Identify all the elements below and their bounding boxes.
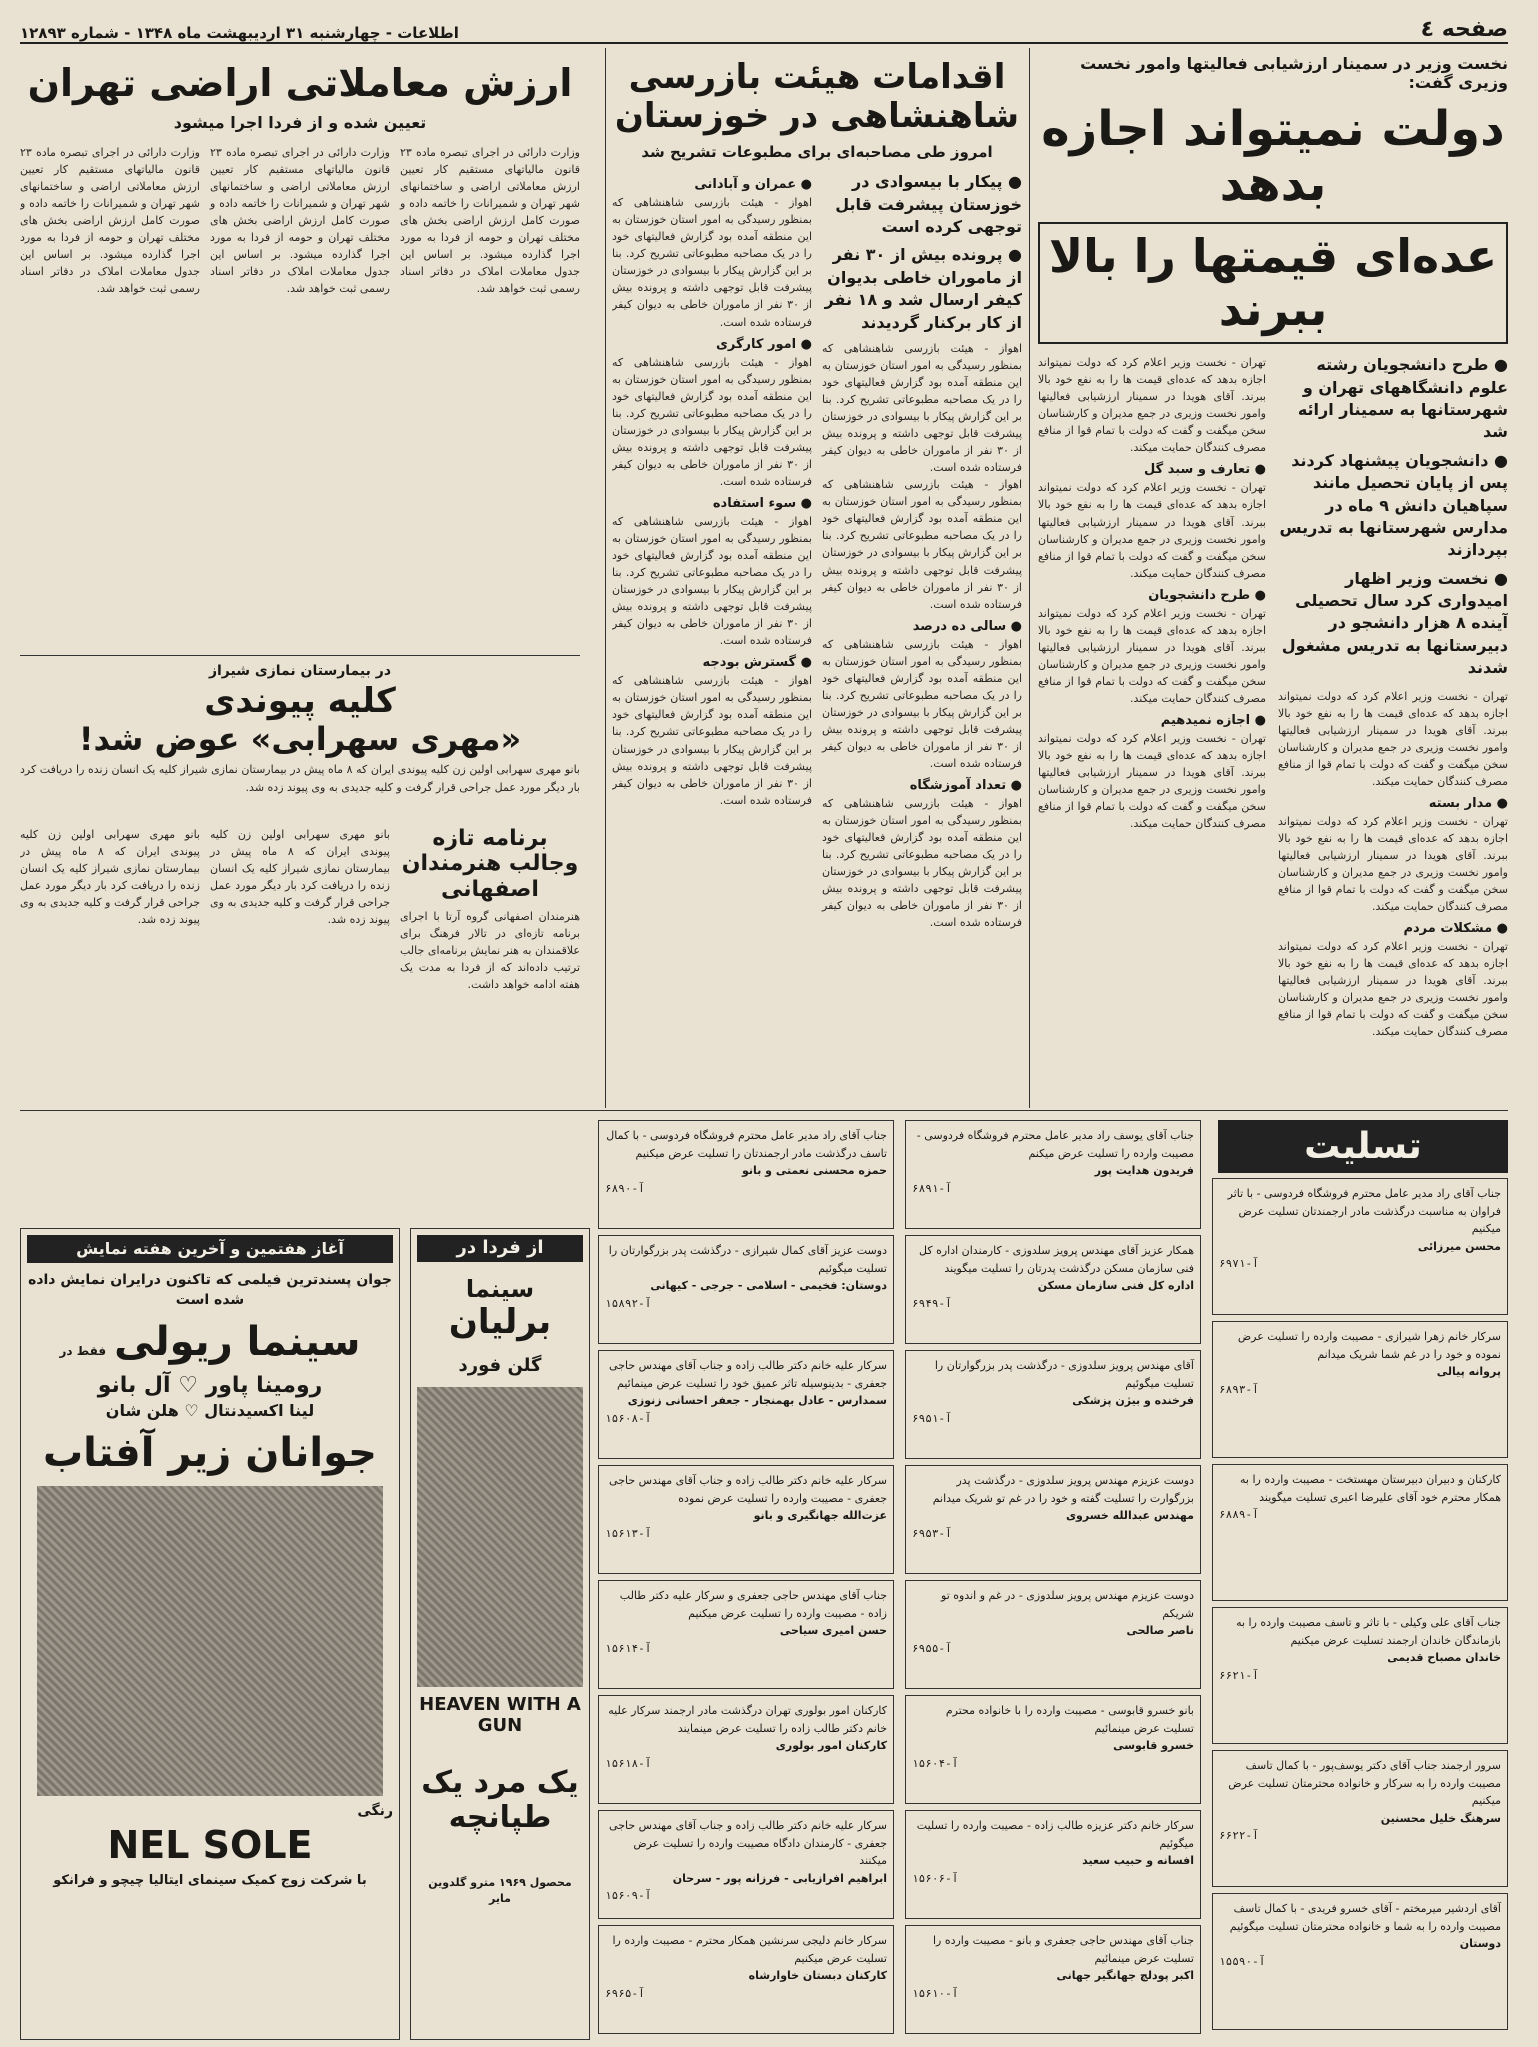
condolence-signer: حسن امیری سیاحی [779, 1624, 887, 1638]
clinic-body-2: بانو مهری سهرابی اولین زن کلیه پیوندی ایران که ۸ ماه پیش در بیمارستان نمازی شیراز کلیه یک انسان زنده را دریافت کرد بار دیگر مورد عمل جراحی قرار گرفت و کلیه جدیدی به وی پیوند زده شد. [210, 828, 390, 927]
condolence-notice [598, 1350, 894, 1459]
condolence-notice [905, 1235, 1201, 1344]
condolence-text: سرکار علیه خانم دکتر طالب زاده و جناب آقای مهندس حاجی جعفری - کارمندان دادگاه مصیبت وارده را تسلیت عرض میکنند [609, 1819, 887, 1868]
lead-body-2: تهران - نخست وزیر اعلام کرد که دولت نمیتواند اجازه بدهد که عده‌ای قیمت ها را به نفع خود بالا ببرند. آقای هویدا در سمینار ارزشیابی فعالیتها وامور نخست وزیری در جمع مدیران و کارشناسان سخن میگفت و گفت که دولت با تمام قوا از منافع مصرف کنندگان حمایت میکند. [1278, 814, 1508, 914]
condolence-text: کارکنان امور بولوری تهران درگذشت مادر ارجمند سرکار علیه خانم دکتر طالب زاده را تسلیت عرض مینمایند [608, 1704, 887, 1735]
cinema-brilliant-ad [410, 1228, 590, 2040]
cinema-only-in: فقط در [59, 1343, 107, 1358]
condolence-signer: افسانه و حبیب سعید [1082, 1854, 1194, 1868]
condolence-signer: دوستان [1459, 1937, 1501, 1951]
condolence-text: جناب آقای راد مدیر عامل محترم فروشگاه فردوسی - با کمال تاسف درگذشت مادر ارجمندتان را تسلیت عرض میکنیم [606, 1129, 887, 1160]
land-deck: تعیین شده و از فردا اجرا میشود [173, 112, 427, 132]
condolence-text: سرکار خانم زهرا شیرازی - مصیبت وارده را تسلیت عرض نموده و خود را در غم شما شریک میدانم [1237, 1330, 1501, 1361]
lead-body-4: تهران - نخست وزیر اعلام کرد که دولت نمیتواند اجازه بدهد که عده‌ای قیمت ها را به نفع خود بالا ببرند. آقای هویدا در سمینار ارزشیابی فعالیتها وامور نخست وزیری در جمع مدیران و کارشناسان سخن میگفت و گفت که دولت با تمام قوا از منافع مصرف کنندگان حمایت میکند. [1038, 356, 1266, 455]
lead-kicker: نخست وزیر در سمینار ارزشیابی فعالیتها وامور نخست وزیری گفت: [1080, 54, 1508, 92]
inspection-subhead-2: ● امور کارگری [715, 336, 812, 352]
inspection-body-5: اهواز - هیئت بازرسی شاهنشاهی که بمنظور رسیدگی به امور استان خوزستان به این منطقه آمده بود گزارش فعالیتهای خود را در یک مصاحبه مطبوعاتی تشریح کرد. بنا بر این گزارش پیکار با بیسوادی در خوزستان پیشرفت قابل توجهی داشته و پرونده بیش از ۳۰ نفر از ماموران خاطی به دیوان کیفر فرستاده شده است. [612, 196, 812, 329]
inspection-body-7: اهواز - هیئت بازرسی شاهنشاهی که بمنظور رسیدگی به امور استان خوزستان به این منطقه آمده بود گزارش فعالیتهای خود را در یک مصاحبه مطبوعاتی تشریح کرد. بنا بر این گزارش پیکار با بیسوادی در خوزستان پیشرفت قابل توجهی داشته و پرونده بیش از ۳۰ نفر از ماموران خاطی به دیوان کیفر فرستاده شده است. [612, 514, 812, 648]
condolence-text: دوست عزیزم مهندس پرویز سلدوزی - درگذشت پدر بزرگوارت را تسلیت گفته و خود را در غم تو شریک میدانم [932, 1474, 1194, 1505]
gun-footer: محصول ۱۹۶۹ مترو گلدوین مایر [428, 1876, 572, 1905]
artist-article [20, 826, 580, 1226]
lead-point-2: ● دانشجویان پیشنهاد کردند پس از پایان تحصیل مانند سپاهیان دانش ۹ ماه در مدارس شهرستانها به تدریس بپردازند [1279, 450, 1508, 560]
inspection-body-4: اهواز - هیئت بازرسی شاهنشاهی که بمنظور رسیدگی به امور استان خوزستان به این منطقه آمده بود گزارش فعالیتهای خود را در یک مصاحبه مطبوعاتی تشریح کرد. بنا بر این گزارش پیکار با بیسوادی در خوزستان پیشرفت قابل توجهی داشته و پرونده بیش از ۳۰ نفر از ماموران خاطی به دیوان کیفر فرستاده شده است. [822, 797, 1022, 930]
inspection-subhead-6: ● گسترش بودجه [702, 655, 812, 671]
condolence-notice [1212, 1321, 1508, 1458]
inspection-article [612, 48, 1022, 1108]
lead-point-1: ● طرح دانشجویان رشته علوم دانشگاههای تهران و شهرستانها به سمینار ارائه شد [1297, 355, 1508, 442]
condolence-signer: خسرو قابوسی [1113, 1739, 1194, 1753]
clinic-article [20, 662, 580, 822]
lead-subhead-2: ● طرح دانشجویان [1148, 587, 1266, 603]
cinema-venue: سینما ریولی [114, 1318, 361, 1365]
condolence-signer: حمزه محسنی نعمتی و بانو [742, 1164, 887, 1178]
condolence-notice [1212, 1893, 1508, 2030]
artist-headline: برنامه تازه وجالب هنرمندان اصفهانی [401, 826, 579, 902]
condolence-text: دوست عزیز آقای کمال شیرازی - درگذشت پدر بزرگوارتان را تسلیت میگوئیم [608, 1244, 887, 1275]
land-body-1: وزارت دارائی در اجرای تبصره ماده ۲۳ قانون مالیاتهای مستقیم کار تعیین ارزش معاملاتی اراضی و ساختمانهای شهر تهران و شمیرانات را خاتمه داده و صورت کامل ارزش اراضی بخش های مختلف تهران و حومه از فردا به مورد اجرا گذارده میشود. بر اساس این جدول معاملات املاک در دفاتر اسناد رسمی ثبت خواهد شد. [400, 146, 580, 296]
inspection-bullet-1: ● پیکار با بیسوادی در خوزستان پیشرفت قابل توجهی کرده است [835, 172, 1022, 236]
condolence-notice [905, 1465, 1201, 1574]
condolence-notice [905, 1810, 1201, 1919]
condolence-signer: پروانه پیالی [1436, 1365, 1501, 1379]
condolence-signer: اکبر پودلچ جهانگیر جهانی [1056, 1969, 1194, 1983]
condolence-text: سرکار خانم دلیجی سرنشین همکار محترم - مصیبت وارده را تسلیت عرض میکنیم [612, 1934, 887, 1965]
condolence-notice [905, 1695, 1201, 1804]
inspection-body-8: اهواز - هیئت بازرسی شاهنشاهی که بمنظور رسیدگی به امور استان خوزستان به این منطقه آمده بود گزارش فعالیتهای خود را در یک مصاحبه مطبوعاتی تشریح کرد. بنا بر این گزارش پیکار با بیسوادی در خوزستان پیشرفت قابل توجهی داشته و پرونده بیش از ۳۰ نفر از ماموران خاطی به دیوان کیفر فرستاده شده است. [612, 674, 812, 807]
condolence-notice [905, 1925, 1201, 2034]
condolence-text: جناب آقای راد مدیر عامل محترم فروشگاه فردوسی - با تاثر فراوان به مناسبت درگذشت مادر ارجمندتان تسلیت عرض میکنیم [1227, 1187, 1501, 1236]
gun-poster-photo [417, 1387, 583, 1687]
inspection-body-1: اهواز - هیئت بازرسی شاهنشاهی که بمنظور رسیدگی به امور استان خوزستان به این منطقه آمده بود گزارش فعالیتهای خود را در یک مصاحبه مطبوعاتی تشریح کرد. بنا بر این گزارش پیکار با بیسوادی در خوزستان پیشرفت قابل توجهی داشته و پرونده بیش از ۳۰ نفر از ماموران خاطی به دیوان کیفر فرستاده شده است. [822, 341, 1022, 475]
gun-cinema-name: برلیان [448, 1302, 552, 1343]
section-rule [20, 655, 580, 656]
inspection-body-2: اهواز - هیئت بازرسی شاهنشاهی که بمنظور رسیدگی به امور استان خوزستان به این منطقه آمده بود گزارش فعالیتهای خود را در یک مصاحبه مطبوعاتی تشریح کرد. بنا بر این گزارش پیکار با بیسوادی در خوزستان پیشرفت قابل توجهی داشته و پرونده بیش از ۳۰ نفر از ماموران خاطی به دیوان کیفر فرستاده شده است. [822, 478, 1022, 611]
condolence-signer: ناصر صالحی [1126, 1624, 1194, 1638]
land-article [20, 48, 580, 648]
cinema-banner: آغاز هفتمین و آخرین هفته نمایش [27, 1235, 393, 1263]
cinema-title: جوانان زیر آفتاب [42, 1430, 378, 1477]
land-body-2: وزارت دارائی در اجرای تبصره ماده ۲۳ قانون مالیاتهای مستقیم کار تعیین ارزش معاملاتی اراضی و ساختمانهای شهر تهران و شمیرانات را خاتمه داده و صورت کامل ارزش اراضی بخش های مختلف تهران و حومه از فردا به مورد اجرا گذارده میشود. بر اساس این جدول معاملات املاک در دفاتر اسناد رسمی ثبت خواهد شد. [210, 146, 390, 296]
condolence-notice [1212, 1464, 1508, 1601]
condolence-signer: کارکنان امور بولوری [775, 1739, 887, 1753]
condolence-notice [1212, 1607, 1508, 1744]
inspection-body-6: اهواز - هیئت بازرسی شاهنشاهی که بمنظور رسیدگی به امور استان خوزستان به این منطقه آمده بود گزارش فعالیتهای خود را در یک مصاحبه مطبوعاتی تشریح کرد. بنا بر این گزارش پیکار با بیسوادی در خوزستان پیشرفت قابل توجهی داشته و پرونده بیش از ۳۰ نفر از ماموران خاطی به دیوان کیفر فرستاده شده است. [612, 355, 812, 488]
condolence-signer: فریدون هدایت پور [1094, 1164, 1194, 1178]
artist-body: هنرمندان اصفهانی گروه آرتا با اجرای برنامه تازه‌ای در تالار فرهنگ برای علاقمندان به هنر نمایش برنامه‌ای جالب ترتیب داده‌اند که از فردا به مدت یک هفته ادامه خواهد داشت. [400, 909, 580, 992]
inspection-subhead-5: ● سوء استفاده [712, 495, 812, 511]
cinema-tagline: جوان پسندترین فیلمی که تاکنون درایران نمایش داده شده است [28, 1272, 392, 1308]
cinema-poster-photo [37, 1486, 383, 1796]
cinema-extra: لینا اکسیدنتال ♡ هلن شان [105, 1400, 315, 1420]
inspection-bullet-2: ● پرونده بیش از ۳۰ نفر از ماموران خاطی بدیوان کیفر ارسال شد و ۱۸ نفر از کار برکنار گردیدند [824, 245, 1022, 332]
condolence-notice [905, 1120, 1201, 1229]
inspection-subhead-4: ● تعداد آموزشگاه [909, 778, 1022, 794]
condolence-text: سرکار علیه خانم دکتر طالب زاده و جناب آقای مهندس حاجی جعفری - بدینوسیله تاثر عمیق خود را تسلیت عرض مینمائیم [609, 1359, 887, 1390]
condolence-code: آ-۱۵۶۱۴ [605, 1641, 652, 1655]
gun-from: از فردا در [417, 1235, 583, 1262]
condolence-signer: سمدارس - عادل بهمنجار - جعفر احسانی زنوزی [627, 1394, 887, 1408]
condolence-notice [1212, 1750, 1508, 1887]
lead-subhead-3: ● مدار بسته [1428, 795, 1508, 811]
condolence-notice [905, 1350, 1201, 1459]
condolence-signer: خاندان مصباح قدیمی [1387, 1651, 1501, 1665]
condolence-code: آ-۱۵۶۰۸ [605, 1411, 652, 1425]
clinic-body: بانو مهری سهرابی اولین زن کلیه پیوندی ایران که ۸ ماه پیش در بیمارستان نمازی شیراز کلیه یک انسان زنده را دریافت کرد بار دیگر مورد عمل جراحی قرار گرفت و کلیه جدیدی به وی پیوند زده شد. [20, 763, 580, 794]
condolence-signer: مهندس عبدالله خسروی [1065, 1509, 1194, 1523]
condolence-text: سرور ارجمند جناب آقای دکتر یوسف‌پور - با کمال تاسف مصیبت وارده را به سرکار و خانواده محترمتان تسلیت عرض میکنیم [1228, 1759, 1501, 1808]
condolence-text: همکار عزیز آقای مهندس پرویز سلدوزی - کارمندان اداره کل فنی سازمان مسکن درگذشت پدرتان را تسلیت میگویند [919, 1244, 1194, 1275]
condolence-text: جناب آقای مهندس حاجی جعفری و سرکار علیه دکتر طالب زاده - مصیبت وارده را تسلیت عرض میکنیم [619, 1589, 887, 1620]
lead-body-1: تهران - نخست وزیر اعلام کرد که دولت نمیتواند اجازه بدهد که عده‌ای قیمت ها را به نفع خود بالا ببرند. آقای هویدا در سمینار ارزشیابی فعالیتها وامور نخست وزیری در جمع مدیران و کارشناسان سخن میگفت و گفت که دولت با تمام قوا از منافع مصرف کنندگان حمایت میکند. [1278, 689, 1508, 788]
condolence-signer: سرهنگ خلیل محسنین [1380, 1811, 1501, 1825]
condolence-signer: دوستان: فخیمی - اسلامی - جرجی - کیهانی [650, 1279, 887, 1293]
lead-headline-2: عده‌ای قیمتها را بالا ببرند [1038, 222, 1508, 344]
condolence-notice [598, 1810, 894, 1919]
land-body-3: وزارت دارائی در اجرای تبصره ماده ۲۳ قانون مالیاتهای مستقیم کار تعیین ارزش معاملاتی اراضی و ساختمانهای شهر تهران و شمیرانات را خاتمه داده و صورت کامل ارزش اراضی بخش های مختلف تهران و حومه از فردا به مورد اجرا گذارده میشود. بر اساس این جدول معاملات املاک در دفاتر اسناد رسمی ثبت خواهد شد. [20, 146, 200, 296]
clinic-body-3: بانو مهری سهرابی اولین زن کلیه پیوندی ایران که ۸ ماه پیش در بیمارستان نمازی شیراز کلیه یک انسان زنده را دریافت کرد بار دیگر مورد عمل جراحی قرار گرفت و کلیه جدیدی به وی پیوند زده شد. [20, 828, 200, 927]
clinic-headline-1: کلیه پیوندی [204, 680, 396, 721]
clinic-headline-2: «مهری سهرابی» عوض شد! [78, 719, 522, 758]
condolence-signer: محسن میرزائی [1417, 1239, 1501, 1253]
condolence-code: آ-۶۶۲۲ [1219, 1829, 1259, 1843]
cinema-rivoli-ad [20, 1228, 400, 2040]
condolence-code: آ-۶۹۵۳ [912, 1526, 952, 1540]
condolence-notice [598, 1235, 894, 1344]
column-rule [605, 48, 606, 1108]
lead-subhead-1: ● تعارف و سبد گل [1144, 462, 1266, 478]
inspection-headline: اقدامات هیئت بازرسی شاهنشاهی در خوزستان [614, 57, 1020, 137]
inspection-body-3: اهواز - هیئت بازرسی شاهنشاهی که بمنظور رسیدگی به امور استان خوزستان به این منطقه آمده بود گزارش فعالیتهای خود را در یک مصاحبه مطبوعاتی تشریح کرد. بنا بر این گزارش پیکار با بیسوادی در خوزستان پیشرفت قابل توجهی داشته و پرونده بیش از ۳۰ نفر از ماموران خاطی به دیوان کیفر فرستاده شده است. [822, 637, 1022, 770]
condolence-text: دوست عزیزم مهندس پرویز سلدوزی - در غم و اندوه تو شریکم [941, 1589, 1194, 1620]
condolence-notice [598, 1120, 894, 1229]
condolence-code: آ-۶۶۲۱ [1219, 1668, 1259, 1682]
condolence-code: آ-۱۵۶۰۴ [912, 1756, 959, 1770]
lead-body-6: تهران - نخست وزیر اعلام کرد که دولت نمیتواند اجازه بدهد که عده‌ای قیمت ها را به نفع خود بالا ببرند. آقای هویدا در سمینار ارزشیابی فعالیتها وامور نخست وزیری در جمع مدیران و کارشناسان سخن میگفت و گفت که دولت با تمام قوا از منافع مصرف کنندگان حمایت میکند. [1038, 606, 1266, 705]
condolence-code: آ-۶۸۸۹ [1219, 1508, 1259, 1522]
condolence-code: آ-۶۹۴۹ [912, 1296, 952, 1310]
condolence-code: آ-۱۵۵۹۰ [1219, 1954, 1266, 1968]
gun-persian-title: یک مرد یک طپانچه [421, 1765, 579, 1835]
condolence-code: آ-۶۸۹۱ [912, 1181, 952, 1195]
inspection-deck: امروز طی مصاحبه‌ای برای مطبوعات تشریح شد [641, 143, 993, 162]
gun-cinema-label: سینما [465, 1274, 535, 1303]
condolence-signer: فرخنده و بیژن پزشکی [1072, 1394, 1194, 1408]
gun-star: گلن فورد [458, 1355, 542, 1377]
lead-headline-1: دولت نمیتواند اجازه بدهد [1041, 101, 1505, 213]
condolence-code: آ-۱۵۶۱۰ [912, 1986, 959, 2000]
clinic-label: در بیمارستان نمازی شیراز [208, 663, 392, 679]
issue-line: اطلاعات - چهارشنبه ۳۱ اردیبهشت ماه ۱۳۴۸ - شماره ۱۲۸۹۳ [20, 24, 459, 42]
condolence-notice [598, 1465, 894, 1574]
inspection-subhead-1: ● عمران و آبادانی [694, 177, 812, 193]
column-rule [1029, 48, 1030, 1108]
lead-subhead-5: ● مشکلات مردم [1403, 921, 1508, 937]
lead-body-3: تهران - نخست وزیر اعلام کرد که دولت نمیتواند اجازه بدهد که عده‌ای قیمت ها را به نفع خود بالا ببرند. آقای هویدا در سمینار ارزشیابی فعالیتها وامور نخست وزیری در جمع مدیران و کارشناسان سخن میگفت و گفت که دولت با تمام قوا از منافع مصرف کنندگان حمایت میکند. [1278, 940, 1508, 1039]
condolence-signer: ابراهیم افرازیابی - فرزانه پور - سرحان [672, 1871, 887, 1885]
page-number: صفحه ٤ [1420, 17, 1508, 42]
condolence-code: آ-۶۹۵۱ [912, 1411, 952, 1425]
lead-article [1038, 48, 1508, 1108]
cinema-stars: رومینا پاور ♡ آل بانو [97, 1372, 323, 1398]
condolence-code: آ-۶۹۵۵ [912, 1641, 952, 1655]
condolence-notice [905, 1580, 1201, 1689]
condolence-code: آ-۱۵۶۰۶ [912, 1871, 959, 1885]
land-headline: ارزش معاملاتی اراضی تهران [27, 61, 573, 105]
inspection-subhead-3: ● سالی ده درصد [912, 618, 1022, 634]
condolence-signer: اداره کل فنی سازمان مسکن [1037, 1279, 1194, 1293]
condolences-title: تسلیت [1218, 1120, 1508, 1173]
masthead [20, 8, 1508, 44]
section-rule [20, 1110, 1508, 1111]
condolence-text: جناب آقای علی وکیلی - با تاثر و تاسف مصیبت وارده را به بازماندگان خاندان ارجمند تسلیت عرض میکنیم [1236, 1616, 1501, 1647]
condolence-notice [598, 1695, 894, 1804]
condolences-section [598, 1120, 1508, 2042]
condolence-code: آ-۱۵۶۱۳ [605, 1526, 652, 1540]
condolence-code: آ-۶۹۷۱ [1219, 1257, 1259, 1271]
gun-english-title: HEAVEN WITH A GUN [419, 1694, 581, 1736]
condolence-text: کارکنان و دبیران دبیرستان مهستخت - مصیبت وارده را به همکار محترم خود آقای علیرضا اعبری تسلیت میگویند [1240, 1473, 1501, 1504]
condolence-text: جناب آقای یوسف راد مدیر عامل محترم فروشگاه فردوسی - مصیبت وارده را تسلیت عرض میکنم [916, 1129, 1194, 1160]
condolence-text: بانو خسرو قابوسی - مصیبت وارده را با خانواده محترم تسلیت عرض مینمائیم [945, 1704, 1194, 1735]
condolence-text: جناب آقای مهندس حاجی جعفری و بانو - مصیبت وارده را تسلیت عرض مینمائیم [932, 1934, 1194, 1965]
condolence-code: آ-۱۵۸۹۲ [605, 1296, 652, 1310]
condolence-code: آ-۶۸۹۰ [605, 1181, 645, 1195]
condolence-notice [598, 1580, 894, 1689]
condolence-text: سرکار خانم دکتر عزیزه طالب زاده - مصیبت وارده را تسلیت میگوئیم [916, 1819, 1194, 1850]
condolence-text: آقای اردشیر میرمختم - آقای خسرو فریدی - با کمال تاسف مصیبت وارده را به شما و خانواده محترمتان تسلیت میگوئیم [1229, 1902, 1501, 1933]
condolence-text: آقای مهندس پرویز سلدوزی - درگذشت پدر بزرگوارتان را تسلیت میگوئیم [934, 1359, 1194, 1390]
condolence-code: آ-۱۵۶۰۹ [605, 1889, 652, 1903]
condolence-code: آ-۶۹۶۵ [605, 1986, 645, 2000]
lead-body-7: تهران - نخست وزیر اعلام کرد که دولت نمیتواند اجازه بدهد که عده‌ای قیمت ها را به نفع خود بالا ببرند. آقای هویدا در سمینار ارزشیابی فعالیتها وامور نخست وزیری در جمع مدیران و کارشناسان سخن میگفت و گفت که دولت با تمام قوا از منافع مصرف کنندگان حمایت میکند. [1038, 732, 1266, 831]
cinema-original-title: NEL SOLE [107, 1822, 313, 1867]
cinema-footer: با شرکت زوج کمیک سینمای ایتالیا چیچو و فرانکو [53, 1872, 367, 1888]
lead-subhead-4: ● اجازه نمیدهیم [1160, 713, 1266, 728]
condolence-notice [598, 1925, 894, 2034]
cinema-color: رنگی [357, 1803, 393, 1820]
condolence-signer: کارکنان دبستان خاوارشاه [748, 1969, 887, 1983]
condolence-signer: عزت‌الله جهانگیری و بانو [753, 1509, 887, 1523]
condolence-notice [1212, 1178, 1508, 1315]
lead-point-3: ● نخست وزیر اظهار امیدواری کرد سال تحصیلی آینده ۸ هزار دانشجو در دبیرستانها به تدریس مشغول شدند [1281, 568, 1508, 678]
condolence-code: آ-۱۵۶۱۸ [605, 1756, 652, 1770]
condolence-text: سرکار علیه خانم دکتر طالب زاده و جناب آقای مهندس حاجی جعفری - مصیبت وارده را تسلیت عرض نموده [609, 1474, 887, 1505]
lead-body-5: تهران - نخست وزیر اعلام کرد که دولت نمیتواند اجازه بدهد که عده‌ای قیمت ها را به نفع خود بالا ببرند. آقای هویدا در سمینار ارزشیابی فعالیتها وامور نخست وزیری در جمع مدیران و کارشناسان سخن میگفت و گفت که دولت با تمام قوا از منافع مصرف کنندگان حمایت میکند. [1038, 481, 1266, 580]
condolence-code: آ-۶۸۹۳ [1219, 1382, 1259, 1396]
